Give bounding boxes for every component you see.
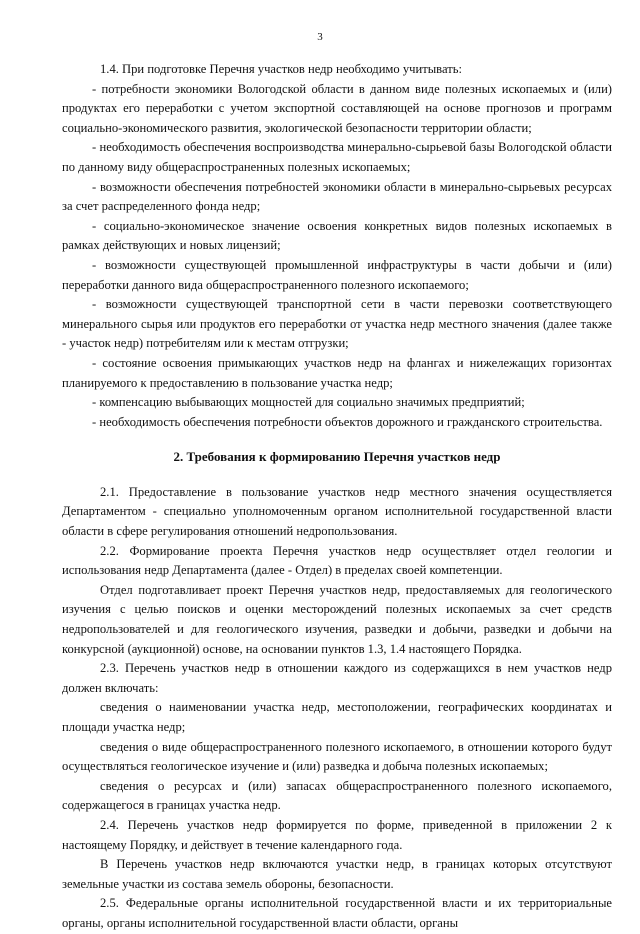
list-item: - возможности обеспечения потребностей экономики области в минерально-сырьевых ресурсах за счет распределенного фонда недр; bbox=[62, 179, 612, 214]
paragraph: 2.1. Предоставление в пользование участков недр местного значения осуществляется Департаментом - специально уполномоченным органом исполнительной государственной власти области в сфере регулирования отношений недропользования. bbox=[62, 484, 612, 539]
list-item: - потребности экономики Вологодской области в данном виде полезных ископаемых и (или) продуктах его переработки с учетом экспортной составляющей на основе прогнозов и программ социально-экономического развития, экологической безопасности территории области; bbox=[62, 81, 612, 135]
list-item: - необходимость обеспечения воспроизводства минерально-сырьевой базы Вологодской области по данному виду общераспространенных полезных ископаемых; bbox=[62, 140, 612, 174]
list-item: - необходимость обеспечения потребности объектов дорожного и гражданского строительства. bbox=[92, 414, 603, 429]
document-body bbox=[62, 60, 612, 934]
paragraph: 2.2. Формирование проекта Перечня участков недр осуществляет отдел геологии и использования недр Департамента (далее - Отдел) в пределах своей компетенции. bbox=[62, 543, 612, 578]
page-number: 3 bbox=[317, 31, 323, 43]
paragraph: сведения о виде общераспространенного полезного ископаемого, в отношении которого будут осуществляться геологическое изучение и (или) разведка и добыча полезных ископаемых; bbox=[62, 739, 612, 774]
paragraph: Отдел подготавливает проект Перечня участков недр, предоставляемых для геологического изучения с целью поисков и оценки месторождений полезных ископаемых за счет средств недропользователей и для геологического изучения, разведки и добычи, разведки и добычи на конкурсной (аукционной) основе, на основании пунктов 1.3, 1.4 настоящего Порядка. bbox=[62, 582, 612, 656]
list-item: - социально-экономическое значение освоения конкретных видов полезных ископаемых в рамках действующих и новых лицензий; bbox=[62, 218, 612, 253]
paragraph: 2.4. Перечень участков недр формируется по форме, приведенной в приложении 2 к настоящему Порядку, и действует в течение календарного года. bbox=[62, 817, 612, 852]
list-item: - состояние освоения примыкающих участков недр на флангах и нижележащих горизонтах планируемого к предоставлению в пользование участка недр; bbox=[62, 355, 612, 390]
paragraph: сведения о наименовании участка недр, местоположении, географических координатах и площади участка недр; bbox=[62, 700, 612, 734]
list-item: - компенсацию выбывающих мощностей для социально значимых предприятий; bbox=[92, 395, 525, 410]
list-item: - возможности существующей промышленной инфраструктуры в части добычи и (или) переработки данного вида общераспространенного полезного ископаемого; bbox=[62, 257, 612, 292]
paragraph: В Перечень участков недр включаются участки недр, в границах которых отсутствуют земельные участки из состава земель обороны, безопасности. bbox=[62, 857, 612, 891]
paragraph: 2.3. Перечень участков недр в отношении каждого из содержащихся в нем участков недр должен включать: bbox=[62, 661, 612, 695]
section1-lead: 1.4. При подготовке Перечня участков недр необходимо учитывать: bbox=[100, 62, 462, 76]
paragraph: сведения о ресурсах и (или) запасах общераспространенного полезного ископаемого, содержащегося в границах участка недр. bbox=[62, 778, 612, 813]
list-item: - возможности существующей транспортной сети в части перевозки соответствующего минерального сырья или продуктов его переработки от участка недр местного значения (далее также - участок недр) потребителям или к местам отгрузки; bbox=[62, 297, 612, 351]
section2-heading: 2. Требования к формированию Перечня участков недр bbox=[173, 449, 501, 465]
paragraph: 2.5. Федеральные органы исполнительной государственной власти и их территориальные органы, органы исполнительной государственной власти области, органы bbox=[62, 896, 612, 930]
